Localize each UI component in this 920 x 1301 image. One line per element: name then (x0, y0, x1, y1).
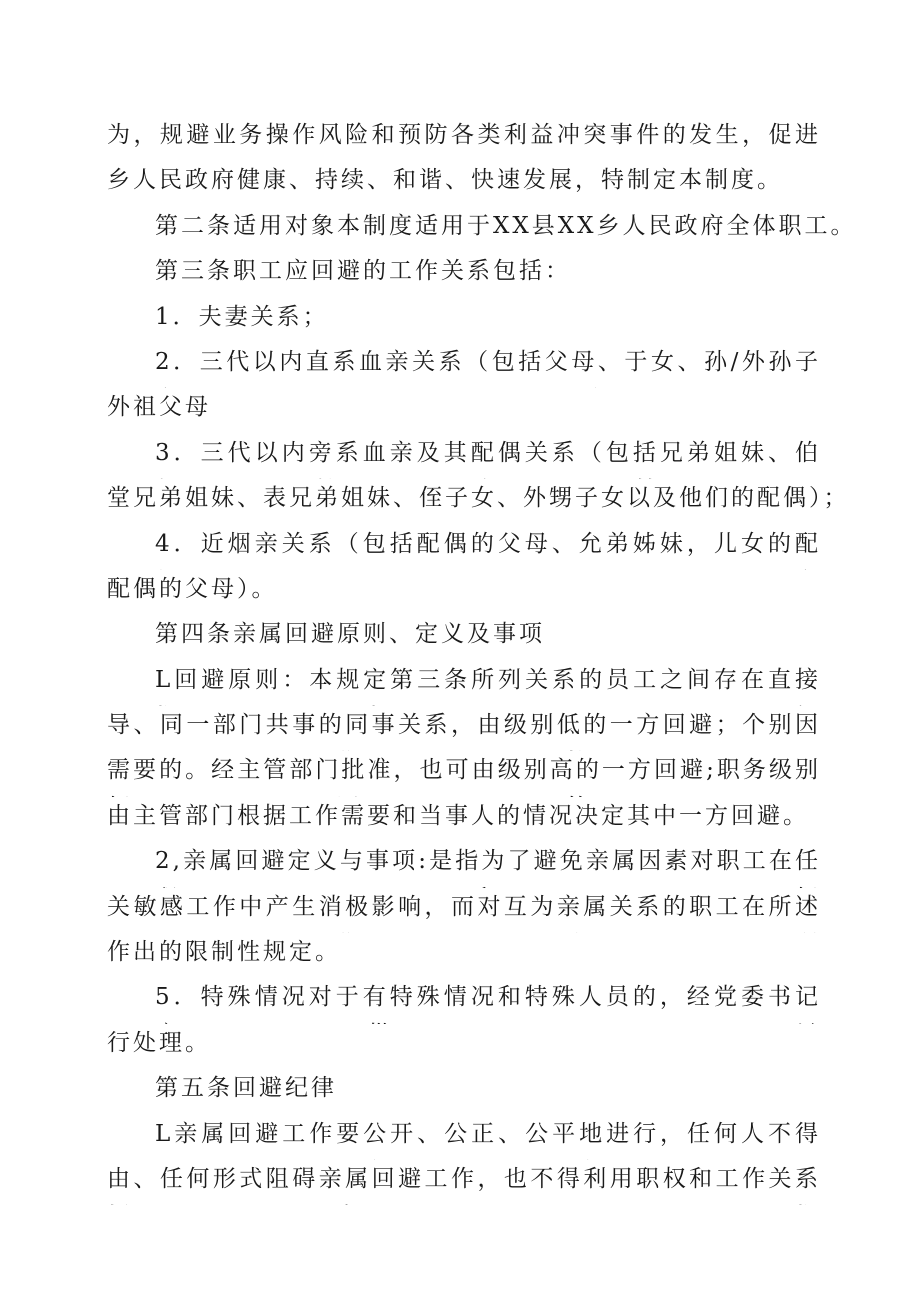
text-line: 3．三代以内旁系血亲及其配偶关系（包括兄弟姐妹、伯 (155, 439, 821, 466)
text-line: 需要的。经主管部门批准，也可由级别高的一方回避;职务级别 (107, 757, 821, 784)
text-line: 由主管部门根据工作需要和当事人的情况决定其中一方回避。 (107, 802, 809, 829)
paragraph (107, 525, 821, 616)
text-line: 堂兄弟姐妹、表兄弟姐妹、侄子女、外甥子女以及他们的配偶）； (107, 485, 850, 512)
text-line: 作出的限制性规定。 (107, 939, 341, 966)
paragraph (107, 116, 821, 207)
text-line: 第三条职工应回避的工作关系包括： (155, 258, 571, 285)
paragraph (107, 434, 850, 525)
text-line: 为，规避业务操作风险和预防各类利益冲突事件的发生，促进 (107, 122, 821, 148)
paragraph (107, 1115, 821, 1206)
text-line: 第二条适用对象本制度适用于XX县XX乡人民政府全体职工。 (155, 212, 857, 239)
text-line: 第四条亲属回避原则、定义及事项 (155, 621, 545, 648)
text-line: 行处理。 (107, 1029, 211, 1056)
text-line: 2,亲属回避定义与事项:是指为了避免亲属因素对职工在任 (155, 848, 821, 875)
paragraph (107, 842, 821, 978)
text-line: L回避原则：本规定第三条所列关系的员工之间存在直接 (155, 666, 821, 693)
text-line: 乡人民政府健康、持续、和谐、快速发展，特制定本制度。 (107, 167, 783, 194)
text-line: 由、任何形式阻碍亲属回避工作，也不得利用职权和工作关系 (107, 1165, 821, 1192)
paragraph (107, 207, 857, 252)
text-line: 4．近烟亲关系（包括配偶的父母、允弟姊妹，儿女的配 (155, 530, 821, 557)
text-line: 第五条回避纪律 (155, 1075, 337, 1102)
text-line: 关敏感工作中产生消极影响，而对互为亲属关系的职工在所述 (107, 893, 821, 920)
text-line: L亲属回避工作要公开、公正、公平地进行，任何人不得 (155, 1120, 821, 1147)
text-line: 导、同一部门共事的同事关系，由级别低的一方回避；个别因 (107, 712, 821, 739)
document-body (107, 116, 857, 1205)
text-line: 外祖父母 (107, 394, 211, 421)
text-line: 配偶的父母）。 (107, 575, 278, 602)
text-line: 1．夫妻关系； (155, 303, 329, 330)
text-line: 5．特殊情况对于有特殊情况和特殊人员的，经党委书记 (155, 984, 821, 1011)
paragraph (107, 343, 821, 434)
paragraph (107, 252, 821, 297)
paragraph (107, 298, 821, 343)
paragraph (107, 1069, 821, 1114)
paragraph (107, 978, 821, 1069)
paragraph (107, 661, 821, 843)
text-line: 2．三代以内直系血亲关系（包括父母、于女、孙/外孙子 (155, 348, 821, 375)
paragraph (107, 615, 821, 660)
